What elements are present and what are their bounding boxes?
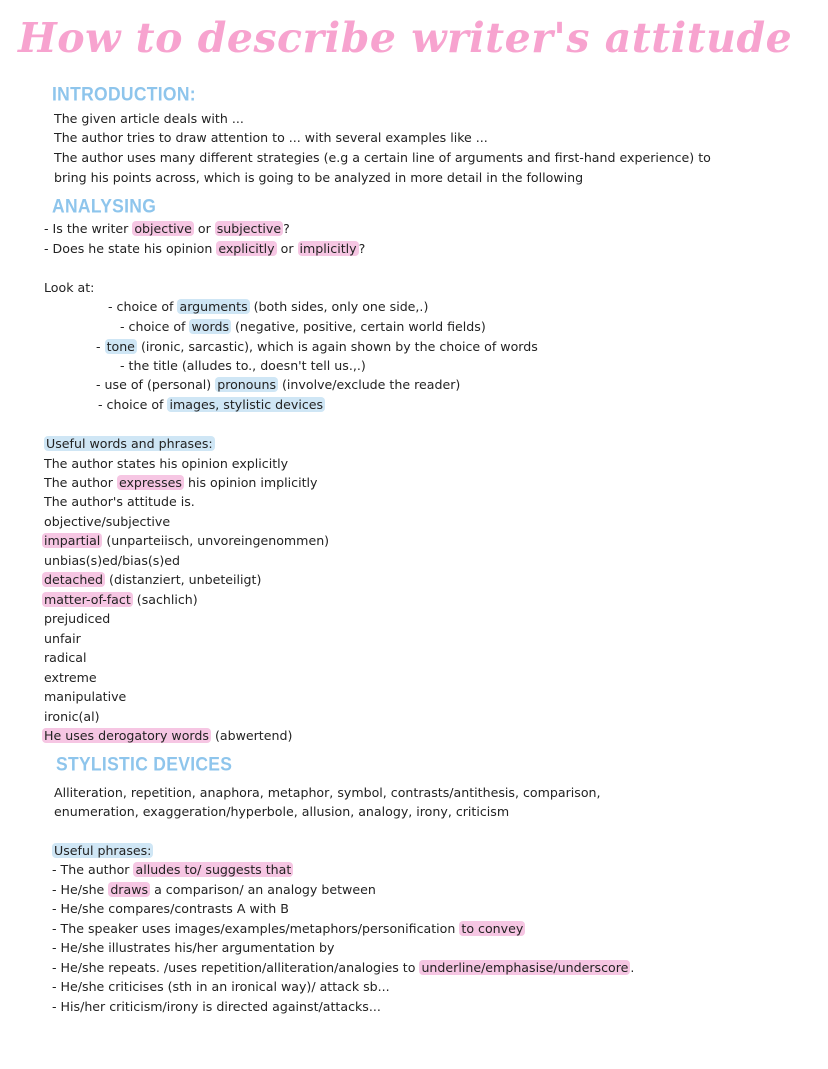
intro-line: The given article deals with ... (54, 111, 244, 126)
useful-word: impartial (unparteiisch, unvoreingenommen) (44, 533, 330, 548)
analysing-question: - Does he state his opinion explicitly or implicitly ? (44, 241, 366, 256)
look-at-item: - choice of images, stylistic devices (98, 397, 324, 412)
look-at-item: - use of (personal) pronouns (involve/exclude the reader) (96, 377, 461, 392)
useful-phrase: - The author alludes to/ suggests that (52, 862, 292, 877)
useful-word: The author expresses his opinion implicitly (44, 475, 318, 490)
useful-word: unbias(s)ed/bias(s)ed (44, 553, 181, 568)
highlight: objective (134, 221, 192, 236)
useful-phrase: - He/she compares/contrasts A with B (52, 901, 289, 916)
useful-phrase: - He/she draws a comparison/ an analogy between (52, 882, 376, 897)
intro-line: bring his points across, which is going to be analyzed in more detail in the following (54, 170, 584, 185)
useful-word: extreme (44, 670, 97, 685)
useful-word: ironic(al) (44, 709, 100, 724)
highlight: arguments (179, 299, 248, 314)
useful-phrase: - The speaker uses images/examples/metaphors/personification to convey (52, 921, 524, 936)
highlight: He uses derogatory words (44, 728, 209, 743)
useful-words-heading: Useful words and phrases: (46, 436, 213, 451)
look-at-item: - the title (alludes to., doesn't tell us.,.) (120, 358, 366, 373)
introduction-heading: INTRODUCTION: (52, 83, 196, 105)
highlight: draws (110, 882, 149, 897)
stylistic-line: enumeration, exaggeration/hyperbole, allusion, analogy, irony, criticism (54, 804, 510, 819)
highlight: underline/emphasise/underscore (421, 960, 629, 975)
useful-word: manipulative (44, 689, 127, 704)
analysing-question: - Is the writer objective or subjective ? (44, 221, 290, 236)
useful-phrase: - He/she illustrates his/her argumentation by (52, 940, 335, 955)
useful-word: unfair (44, 631, 81, 646)
stylistic-devices-heading: STYLISTIC DEVICES (56, 753, 233, 775)
useful-phrase: - He/she repeats. /uses repetition/alliteration/analogies to underline/emphasise/underscore . (52, 960, 635, 975)
useful-phrase: - His/her criticism/irony is directed against/attacks... (52, 999, 381, 1014)
highlight: implicitly (299, 241, 357, 256)
look-at-item: - tone (ironic, sarcastic), which is again shown by the choice of words (96, 339, 538, 354)
highlight: subjective (216, 221, 282, 236)
useful-word: matter-of-fact (sachlich) (44, 592, 198, 607)
highlight: detached (44, 572, 104, 587)
useful-word: detached (distanziert, unbeteiligt) (44, 572, 262, 587)
look-at-item: - choice of words (negative, positive, certain world fields) (120, 319, 486, 334)
highlight: tone (106, 339, 135, 354)
highlight: expresses (118, 475, 182, 490)
analysing-heading: ANALYSING (52, 195, 157, 217)
stylistic-line: Alliteration, repetition, anaphora, metaphor, symbol, contrasts/antithesis, comparison, (54, 785, 601, 800)
intro-line: The author tries to draw attention to ... with several examples like ... (54, 130, 488, 145)
useful-word: The author states his opinion explicitly (44, 456, 289, 471)
highlight: impartial (44, 533, 101, 548)
highlight: words (191, 319, 230, 334)
page-title: How to describe writer's attitude (18, 14, 793, 62)
highlight: matter-of-fact (44, 592, 131, 607)
look-at-item: - choice of arguments (both sides, only one side,.) (108, 299, 429, 314)
look-at-label: Look at: (44, 280, 95, 295)
useful-word: The author's attitude is. (44, 494, 195, 509)
highlight: to convey (461, 921, 524, 936)
useful-word: radical (44, 650, 87, 665)
useful-word: prejudiced (44, 611, 111, 626)
highlight: images, stylistic devices (169, 397, 324, 412)
highlight: explicitly (218, 241, 275, 256)
useful-phrase: - He/she criticises (sth in an ironical way)/ attack sb... (52, 979, 390, 994)
highlight: pronouns (217, 377, 277, 392)
highlight: alludes to/ suggests that (135, 862, 292, 877)
intro-line: The author uses many different strategies (e.g a certain line of arguments and first-hand experience) to (54, 150, 711, 165)
useful-phrases-heading: Useful phrases: (54, 843, 152, 858)
useful-word: objective/subjective (44, 514, 171, 529)
useful-word: He uses derogatory words (abwertend) (44, 728, 293, 743)
